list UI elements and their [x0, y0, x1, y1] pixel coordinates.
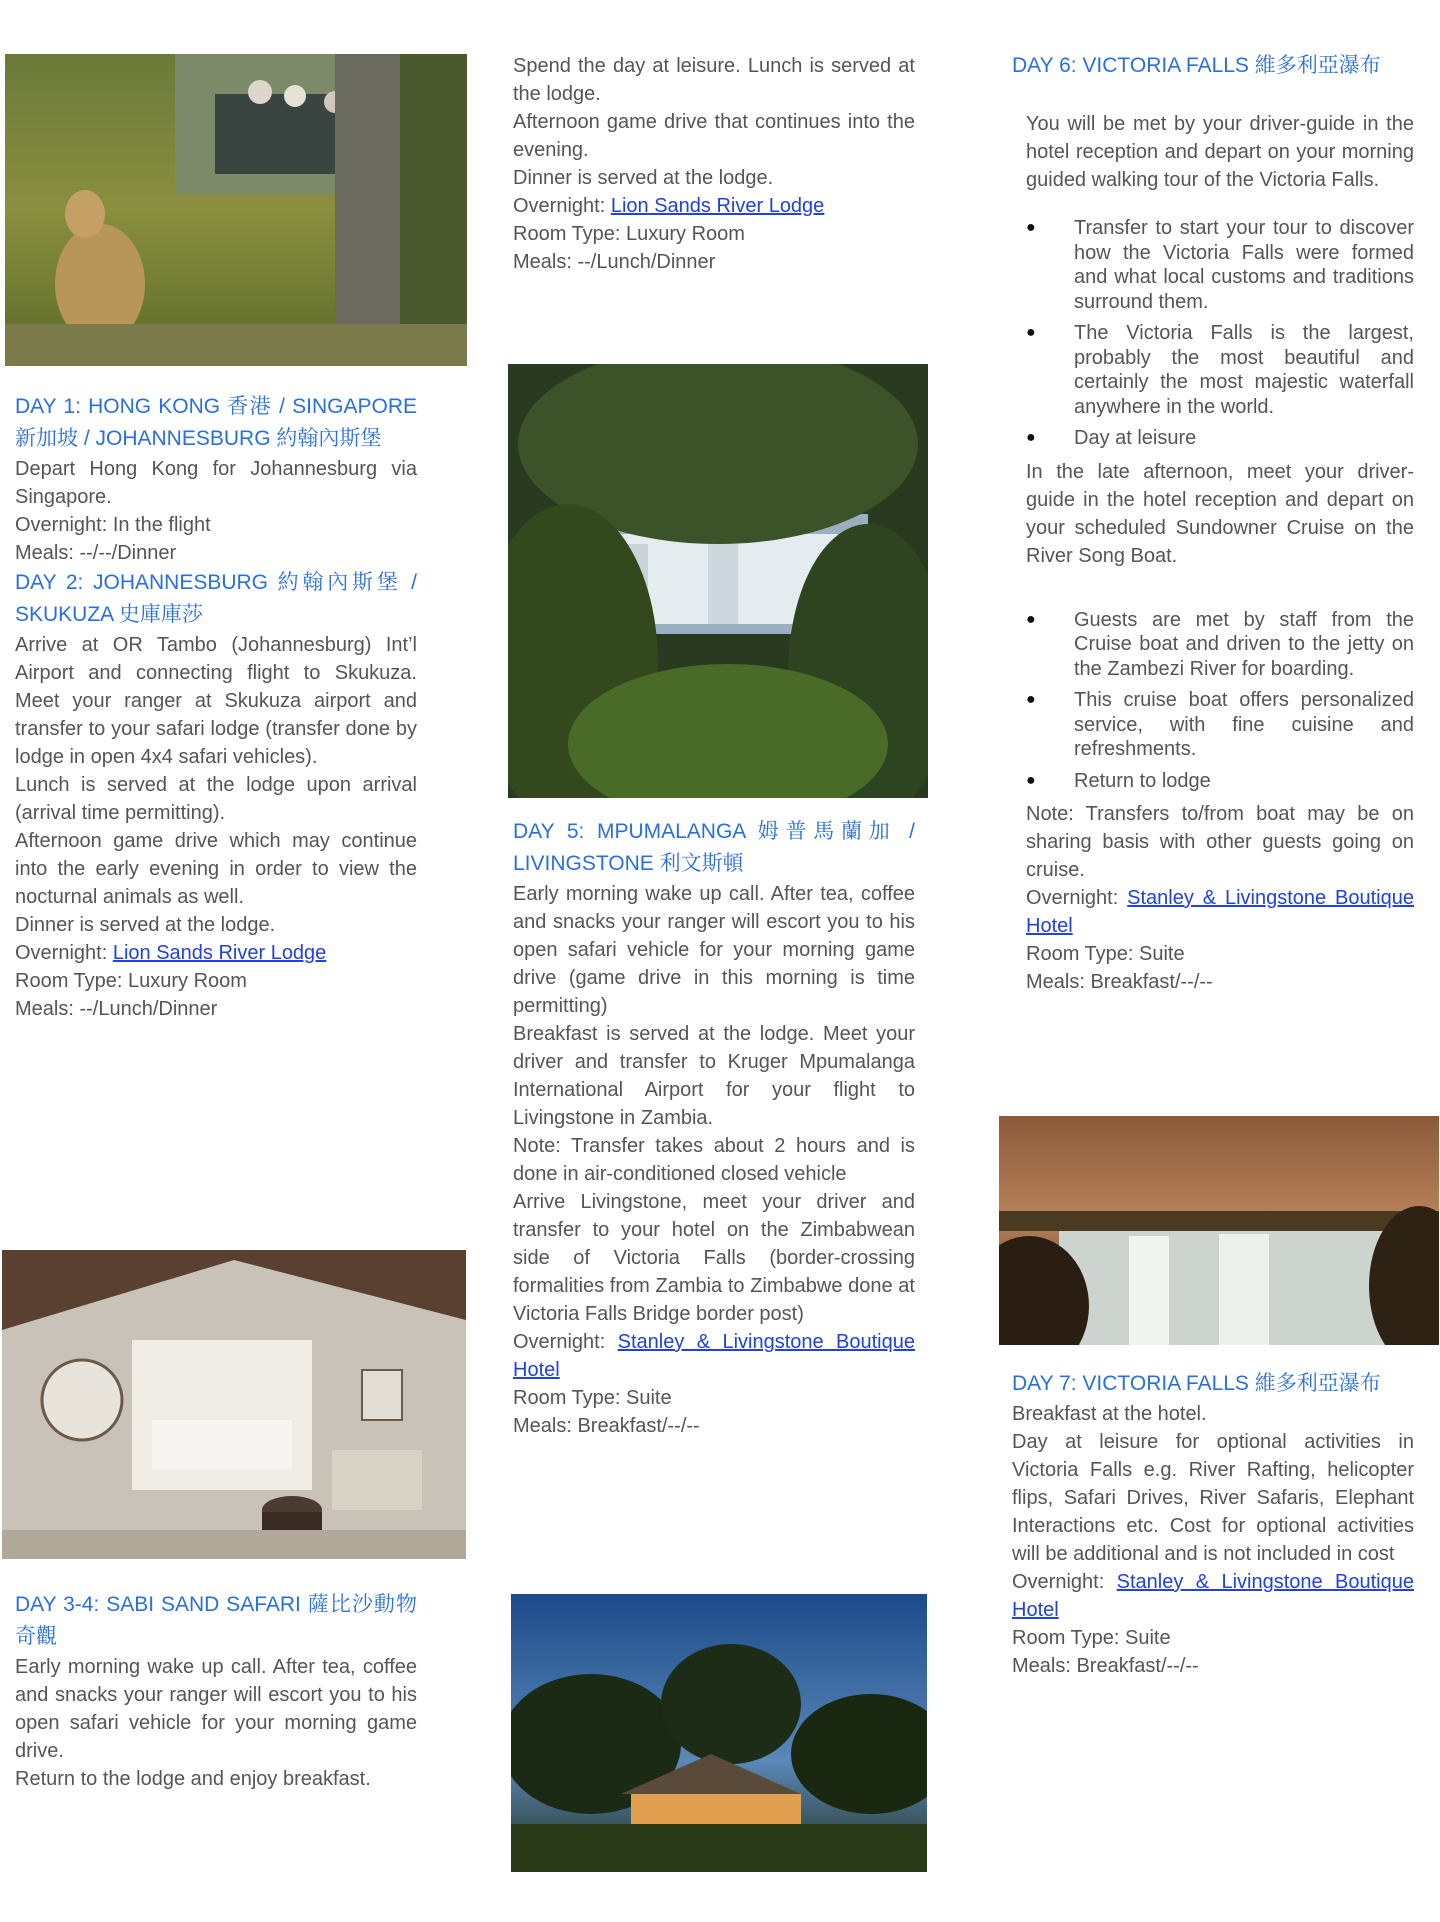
day7-room-type: Room Type: Suite	[1012, 1627, 1171, 1649]
day5-paragraph-1: Early morning wake up call. After tea, coffee and snacks your ranger will escort you to his open safari vehicle for your morning game drive (game drive in this morning is time permitting)	[513, 883, 915, 1017]
day2-paragraph-4: Dinner is served at the lodge.	[15, 914, 276, 936]
day5-overnight-label: Overnight:	[513, 1331, 618, 1353]
day5-hotel-link[interactable]: Stanley & Livingstone Boutique Hotel	[513, 1331, 915, 1381]
column-1-lower	[15, 1589, 417, 1793]
day6-bullet-1-1: ● Transfer to start your tour to discover how the Victoria Falls were formed and what local customs and traditions surround them.	[1026, 216, 1414, 314]
day7-paragraph-1: Breakfast at the hotel.	[1012, 1403, 1207, 1425]
day6-bullet-1-3: ● Day at leisure	[1026, 426, 1414, 451]
column-1	[15, 391, 417, 1023]
day2-room-type: Room Type: Luxury Room	[15, 970, 247, 992]
column-3-top	[1012, 50, 1414, 82]
column-2-middle	[513, 816, 915, 1440]
day5-paragraph-2: Breakfast is served at the lodge. Meet your driver and transfer to Kruger Mpumalanga International Airport for your flight to Livingstone in Zambia.	[513, 1023, 915, 1129]
day34-room-type: Room Type: Luxury Room	[513, 223, 745, 245]
lodge-night-photo	[511, 1594, 927, 1872]
day7-hotel-link[interactable]: Stanley & Livingstone Boutique Hotel	[1012, 1571, 1414, 1621]
victoria-falls-sunset-photo	[999, 1116, 1439, 1345]
day6-bullet-2-2: ● This cruise boat offers personalized service, with fine cuisine and refreshments.	[1026, 688, 1414, 762]
day5-heading: DAY 5: MPUMALANGA 姆普馬蘭加 / LIVINGSTONE 利文斯頓	[513, 820, 915, 875]
leopard-photo	[5, 54, 467, 366]
lodge-bedroom-photo	[2, 1250, 466, 1559]
day34-overnight	[513, 192, 915, 220]
day7-overnight	[1012, 1568, 1414, 1624]
day2-heading: DAY 2: JOHANNESBURG 約翰內斯堡 / SKUKUZA 史庫庫莎	[15, 571, 417, 626]
day2-overnight	[15, 939, 417, 967]
day6-heading: DAY 6: VICTORIA FALLS 維多利亞瀑布	[1012, 54, 1381, 77]
day2-paragraph-3: Afternoon game drive which may continue into the early evening in order to view the nocturnal animals as well.	[15, 830, 417, 908]
column-3-day6-body	[1026, 110, 1414, 996]
day6-room-type: Room Type: Suite	[1026, 943, 1185, 965]
day6-bullet-2-3: ● Return to lodge	[1026, 769, 1414, 794]
column-3-lower	[1012, 1368, 1414, 1680]
day34-meals: Meals: --/Lunch/Dinner	[513, 251, 716, 273]
day7-paragraph-2: Day at leisure for optional activities in Victoria Falls e.g. River Rafting, helicopter flips, Safari Drives, River Safaris, Elephant Interactions etc. Cost for optional activities will be additional and is not included in cost	[1012, 1431, 1414, 1565]
day6-bullet-list-1	[1026, 216, 1414, 451]
day2-paragraph-1: Arrive at OR Tambo (Johannesburg) Int’l Airport and connecting flight to Skukuza. Meet your ranger at Skukuza airport and transfer to your safari lodge (transfer done by lodge in open 4x4 safari vehicles).	[15, 634, 417, 768]
day6-bullet-1-2: ● The Victoria Falls is the largest, probably the most beautiful and certainly the most majestic waterfall anywhere in the world.	[1026, 321, 1414, 419]
day1-heading: DAY 1: HONG KONG 香港 / SINGAPORE 新加坡 / JOHANNESBURG 約翰內斯堡	[15, 395, 417, 450]
day6-bullet-2-1: ● Guests are met by staff from the Cruise boat and driven to the jetty on the Zambezi River for boarding.	[1026, 608, 1414, 682]
day34-lodge-link[interactable]: Lion Sands River Lodge	[610, 195, 825, 217]
day1-meals: Meals: --/--/Dinner	[15, 542, 177, 564]
day34-overnight-label: Overnight:	[513, 195, 611, 217]
day2-meals: Meals: --/Lunch/Dinner	[15, 998, 218, 1020]
day5-paragraph-4: Arrive Livingstone, meet your driver and transfer to your hotel on the Zimbabwean side of Victoria Falls (border-crossing formalities from Zambia to Zimbabwe done at Victoria Falls Bridge border post)	[513, 1191, 915, 1325]
day6-paragraph-2: In the late afternoon, meet your driver-guide in the hotel reception and depart on your scheduled Sundowner Cruise on the River Song Boat.	[1026, 460, 1414, 567]
day1-overnight: Overnight: In the flight	[15, 514, 211, 536]
day2-overnight-label: Overnight:	[15, 942, 113, 964]
day7-heading: DAY 7: VICTORIA FALLS 維多利亞瀑布	[1012, 1372, 1381, 1395]
day1-description: Depart Hong Kong for Johannesburg via Singapore.	[15, 458, 417, 508]
day34-heading: DAY 3-4: SABI SAND SAFARI 薩比沙動物奇觀	[15, 1593, 417, 1648]
day2-paragraph-2: Lunch is served at the lodge upon arrival (arrival time permitting).	[15, 774, 417, 824]
day5-overnight	[513, 1328, 915, 1384]
day34-paragraph-4: Afternoon game drive that continues into the evening.	[513, 111, 915, 161]
day34-paragraph-1: Early morning wake up call. After tea, coffee and snacks your ranger will escort you to his open safari vehicle for your morning game drive.	[15, 1656, 417, 1762]
day34-paragraph-3: Spend the day at leisure. Lunch is served at the lodge.	[513, 55, 915, 105]
day2-lodge-link[interactable]: Lion Sands River Lodge	[112, 942, 327, 964]
day6-hotel-link[interactable]: Stanley & Livingstone Boutique Hotel	[1026, 887, 1414, 937]
day34-paragraph-5: Dinner is served at the lodge.	[513, 167, 774, 189]
day6-paragraph-3: Note: Transfers to/from boat may be on sharing basis with other guests going on cruise.	[1026, 803, 1414, 881]
day5-meals: Meals: Breakfast/--/--	[513, 1415, 700, 1437]
day34-paragraph-2: Return to the lodge and enjoy breakfast.	[15, 1768, 371, 1790]
day6-bullet-list-2	[1026, 608, 1414, 794]
day6-paragraph-1: You will be met by your driver-guide in the hotel reception and depart on your morning guided walking tour of the Victoria Falls.	[1026, 113, 1414, 191]
day5-paragraph-3: Note: Transfer takes about 2 hours and is done in air-conditioned closed vehicle	[513, 1135, 915, 1185]
day6-overnight-label: Overnight:	[1026, 887, 1128, 909]
day6-overnight	[1026, 884, 1414, 940]
day5-room-type: Room Type: Suite	[513, 1387, 672, 1409]
day7-meals: Meals: Breakfast/--/--	[1012, 1655, 1199, 1677]
day6-meals: Meals: Breakfast/--/--	[1026, 971, 1213, 993]
column-2-top	[513, 52, 915, 276]
victoria-falls-forest-photo	[508, 364, 928, 798]
day7-overnight-label: Overnight:	[1012, 1571, 1117, 1593]
